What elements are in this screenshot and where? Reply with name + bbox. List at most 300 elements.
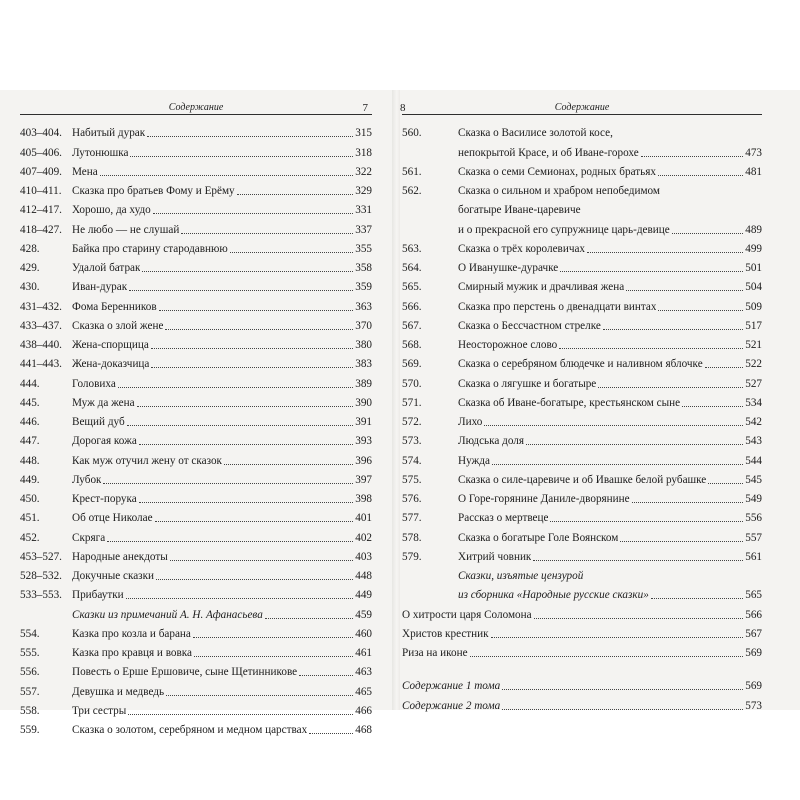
toc-entry[interactable] [402, 237, 762, 256]
entry-title: Сказка о лягушке и богатыре [458, 377, 597, 390]
entry-text [458, 474, 762, 487]
entry-text [72, 147, 372, 160]
entry-text [402, 680, 762, 693]
leader-dots [705, 367, 744, 368]
entry-title: Головиха [72, 377, 116, 390]
toc-entry[interactable] [20, 237, 372, 256]
entry-page: 337 [355, 223, 372, 236]
toc-entry[interactable] [402, 256, 762, 275]
entry-number: 448. [20, 454, 40, 467]
entry-number: 451. [20, 512, 40, 525]
leader-dots [130, 156, 353, 157]
toc-entry[interactable] [20, 622, 372, 641]
toc-entry[interactable] [402, 674, 762, 693]
right-page [402, 96, 762, 713]
entry-title: Удалой батрак [72, 262, 141, 274]
toc-entry[interactable] [20, 140, 372, 159]
toc-entry[interactable] [402, 333, 762, 352]
entry-number: 449. [20, 473, 40, 486]
entry-title: Сказка о злой жене [72, 319, 164, 332]
toc-entry[interactable] [402, 641, 762, 660]
entry-text [72, 204, 372, 217]
entry-text [72, 609, 372, 622]
entry-text [72, 185, 372, 198]
entry-page: 463 [355, 666, 372, 679]
entry-title: Муж да жена [72, 396, 135, 409]
entry-page: 534 [745, 396, 762, 409]
entry-title: и о прекрасной его супружнице царь-девице [458, 223, 670, 236]
entry-text [458, 570, 762, 583]
entry-number: 561. [402, 165, 422, 178]
entry-title: Набитый дурак [72, 127, 146, 140]
leader-dots [118, 387, 353, 388]
toc-entry[interactable] [402, 602, 762, 621]
entry-text [72, 589, 372, 602]
entry-page: 517 [745, 319, 762, 332]
toc-entry[interactable] [402, 352, 762, 371]
entry-title: Сказки из примечаний А. Н. Афанасьева [72, 608, 263, 621]
toc-entry[interactable] [20, 525, 372, 544]
toc-entry[interactable] [402, 622, 762, 641]
leader-dots [526, 444, 743, 445]
toc-entry[interactable] [20, 160, 372, 179]
entry-text [72, 358, 372, 371]
toc-entry[interactable] [20, 641, 372, 660]
leader-dots [309, 733, 353, 734]
book-gutter [392, 90, 400, 710]
leader-dots [193, 637, 353, 638]
entry-number: 565. [402, 281, 422, 294]
entry-page: 449 [355, 589, 372, 602]
entry-number: 428. [20, 242, 40, 255]
entry-page: 509 [745, 300, 762, 313]
entry-page: 398 [355, 493, 372, 505]
entry-text [458, 397, 762, 410]
entry-title: Как муж отучил жену от сказок [72, 454, 222, 467]
toc-entry[interactable] [402, 525, 762, 544]
entry-text [72, 166, 372, 179]
entry-number: 560. [402, 127, 422, 140]
entry-number: 418–427. [20, 223, 62, 236]
entry-text [458, 378, 762, 391]
toc-entry[interactable] [20, 545, 372, 564]
toc-entry[interactable] [402, 410, 762, 429]
toc-entry[interactable] [402, 217, 762, 236]
toc-entry[interactable] [20, 448, 372, 467]
entry-page: 460 [355, 627, 372, 640]
entry-number: 444. [20, 377, 40, 390]
entry-text [72, 301, 372, 314]
entry-text [458, 281, 762, 294]
entry-text [458, 551, 762, 564]
toc-entry[interactable] [20, 217, 372, 236]
leader-dots [502, 709, 743, 710]
entry-number: 528–532. [20, 570, 62, 582]
toc-entry[interactable] [402, 160, 762, 179]
leader-dots [155, 521, 354, 522]
leader-dots [107, 541, 353, 542]
entry-page: 566 [745, 608, 762, 621]
entry-title: О Горе-горянине Даниле-дворянине [458, 493, 630, 505]
toc-separator [402, 660, 762, 674]
entry-number: 568. [402, 339, 422, 351]
left-page [20, 96, 372, 737]
entry-page: 561 [745, 550, 762, 563]
toc-entry[interactable] [402, 371, 762, 390]
entry-text [402, 647, 762, 660]
toc-entry[interactable] [20, 506, 372, 525]
entry-text [72, 416, 372, 429]
leader-dots [534, 618, 744, 619]
entry-page: 549 [745, 493, 762, 505]
entry-title: Содержание 1 тома [402, 680, 501, 693]
leader-dots [484, 425, 743, 426]
entry-text [72, 686, 372, 699]
entry-page: 473 [745, 146, 762, 159]
toc-entry[interactable] [402, 564, 762, 583]
entry-number: 557. [20, 685, 40, 698]
leader-dots [708, 483, 743, 484]
toc-entry[interactable] [402, 506, 762, 525]
leader-dots [153, 213, 353, 214]
entry-text [458, 435, 762, 448]
entry-number: 410–411. [20, 185, 62, 197]
entry-number: 450. [20, 493, 40, 505]
toc-entry[interactable] [20, 121, 372, 140]
toc-entry[interactable] [20, 410, 372, 429]
toc-entry[interactable] [402, 275, 762, 294]
toc-entry[interactable] [20, 718, 372, 737]
entry-title: Лутонюшка [72, 146, 129, 159]
entry-title: Неосторожное слово [458, 339, 558, 351]
leader-dots [299, 675, 353, 676]
entry-title: Хитрий човник [458, 550, 532, 563]
entry-title: Лихо [458, 416, 483, 428]
entry-title: Смирный мужик и драчливая жена [458, 281, 625, 294]
entry-title: Хорошо, да худо [72, 204, 151, 217]
toc-entry[interactable] [20, 660, 372, 679]
entry-text [72, 493, 372, 506]
entry-title: Людська доля [458, 435, 525, 448]
entry-page: 569 [745, 647, 762, 659]
entry-title: Об отце Николае [72, 512, 153, 525]
entry-number: 446. [20, 416, 40, 428]
entry-page: 401 [355, 512, 372, 525]
toc-entry[interactable] [20, 198, 372, 217]
entry-text [458, 455, 762, 468]
toc-entry[interactable] [402, 429, 762, 448]
entry-page: 521 [745, 339, 762, 351]
entry-number: 453–527. [20, 550, 62, 563]
toc-entry[interactable] [402, 314, 762, 333]
entry-number: 405–406. [20, 146, 62, 159]
entry-page: 504 [745, 281, 762, 294]
entry-text [72, 339, 372, 352]
entry-text [72, 243, 372, 256]
leader-dots [165, 329, 353, 330]
entry-text [72, 224, 372, 237]
leader-dots [181, 233, 353, 234]
toc-entry[interactable] [20, 679, 372, 698]
entry-page: 448 [355, 570, 372, 582]
entry-page: 544 [745, 454, 762, 467]
toc-entry[interactable] [402, 391, 762, 410]
entry-title: Скряга [72, 531, 106, 544]
toc-entry[interactable] [20, 294, 372, 313]
leader-dots [142, 271, 353, 272]
entry-page: 557 [745, 531, 762, 544]
toc-entry[interactable] [402, 140, 762, 159]
toc-entry[interactable] [402, 179, 762, 198]
toc-entry[interactable] [20, 583, 372, 602]
entry-number: 407–409. [20, 165, 62, 178]
entry-title: Народные анекдоты [72, 550, 168, 563]
entry-title: Повесть о Ерше Ершовиче, сыне Щетинникове [72, 666, 298, 679]
entry-page: 390 [355, 396, 372, 409]
entry-text [72, 127, 372, 140]
header-title: Содержание [168, 102, 224, 113]
entry-title: Байка про старину стародавнюю [72, 242, 228, 255]
leader-dots [139, 444, 353, 445]
entry-page: 397 [355, 473, 372, 486]
toc-entry[interactable] [402, 583, 762, 602]
entry-title: Фома Беренников [72, 300, 157, 313]
toc-entry[interactable] [402, 545, 762, 564]
entry-number: 431–432. [20, 300, 62, 313]
entry-page: 331 [355, 204, 372, 217]
entry-page: 363 [355, 300, 372, 313]
entry-text [458, 147, 762, 160]
entry-text [458, 320, 762, 333]
entry-text [72, 532, 372, 545]
leader-dots [156, 579, 353, 580]
entry-number: 445. [20, 396, 40, 409]
entry-number: 559. [20, 724, 40, 736]
leader-dots [100, 175, 354, 176]
entry-page: 359 [355, 281, 372, 294]
entry-number: 572. [402, 416, 422, 428]
toc-entry[interactable] [20, 468, 372, 487]
leader-dots [159, 310, 354, 311]
entry-number: 533–553. [20, 589, 62, 602]
entry-text [72, 281, 372, 294]
entry-title: Прибаутки [72, 589, 124, 602]
entry-title: Сказка про братьев Фому и Ерёму [72, 185, 235, 197]
entry-number: 452. [20, 531, 40, 544]
entry-number: 447. [20, 435, 40, 448]
toc-entry[interactable] [20, 275, 372, 294]
entry-page: 527 [745, 377, 762, 390]
leader-dots [492, 464, 743, 465]
toc-entry[interactable] [20, 371, 372, 390]
entry-title: из сборника «Народные русские сказки» [458, 589, 649, 602]
entry-text [72, 474, 372, 487]
toc-entry[interactable] [20, 564, 372, 583]
entry-text [458, 532, 762, 545]
entry-page: 322 [355, 165, 372, 178]
entry-number: 576. [402, 493, 422, 505]
leader-dots [129, 290, 353, 291]
entry-title: Девушка и медведь [72, 685, 165, 698]
entry-text [458, 512, 762, 525]
running-header [20, 96, 372, 115]
entry-title: Сказка об Иване-богатыре, крестьянском сыне [458, 396, 681, 409]
entry-number: 558. [20, 704, 40, 717]
leader-dots [491, 637, 744, 638]
entry-title: Сказка о Бессчастном стрелке [458, 319, 601, 332]
entry-text [72, 397, 372, 410]
entry-text [72, 455, 372, 468]
leader-dots [139, 502, 353, 503]
entry-title: Сказка о трёх королевичах [458, 242, 586, 255]
entry-number: 575. [402, 473, 422, 486]
entry-title: Содержание 2 тома [402, 699, 501, 712]
page-number: 8 [400, 102, 406, 114]
entry-title: Вещий дуб [72, 416, 125, 428]
entry-page: 465 [355, 685, 372, 698]
entry-number: 441–443. [20, 358, 62, 371]
leader-dots [672, 233, 744, 234]
entry-text [458, 224, 762, 237]
toc-entry[interactable] [20, 429, 372, 448]
entry-text [458, 185, 762, 198]
entry-number: 430. [20, 281, 40, 294]
entry-page: 522 [745, 358, 762, 371]
toc-list [402, 121, 762, 713]
page-number: 7 [362, 102, 368, 114]
entry-page: 499 [745, 242, 762, 255]
toc-entry[interactable] [402, 294, 762, 313]
entry-title: Лубок [72, 473, 102, 486]
entry-text [72, 705, 372, 718]
entry-number: 567. [402, 319, 422, 332]
entry-title: Казка про козла и барана [72, 627, 191, 640]
entry-page: 329 [355, 185, 372, 197]
entry-number: 433–437. [20, 319, 62, 332]
entry-text [402, 628, 762, 641]
entry-number: 573. [402, 435, 422, 448]
entry-number: 412–417. [20, 204, 62, 217]
entry-title: Докучные сказки [72, 570, 155, 582]
entry-page: 468 [355, 724, 372, 736]
toc-entry[interactable] [402, 487, 762, 506]
toc-entry[interactable] [402, 468, 762, 487]
toc-entry[interactable] [20, 314, 372, 333]
entry-number: 562. [402, 185, 422, 197]
entry-page: 355 [355, 242, 372, 255]
toc-list [20, 121, 372, 737]
entry-page: 358 [355, 262, 372, 274]
entry-text [72, 320, 372, 333]
toc-entry[interactable] [20, 352, 372, 371]
leader-dots [502, 689, 743, 690]
entry-title: богатыре Иване-царевиче [458, 204, 581, 217]
leader-dots [658, 310, 743, 311]
leader-dots [194, 656, 353, 657]
leader-dots [224, 464, 353, 465]
toc-entry[interactable] [402, 198, 762, 217]
entry-number: 579. [402, 550, 422, 563]
entry-title: Мена [72, 165, 98, 178]
entry-title: Сказка о сильном и храбром непобедимом [458, 185, 661, 197]
entry-text [458, 127, 762, 140]
entry-title: Сказка о Василисе золотой косе, [458, 127, 613, 140]
entry-title: Сказки, изъятые цензурой [458, 570, 584, 582]
entry-page: 403 [355, 550, 372, 563]
entry-number: 578. [402, 531, 422, 544]
entry-number: 555. [20, 647, 40, 659]
leader-dots [533, 560, 743, 561]
entry-title: О Иванушке-дурачке [458, 262, 559, 274]
leader-dots [651, 598, 743, 599]
entry-text [72, 724, 372, 737]
toc-entry[interactable] [20, 602, 372, 621]
entry-number: 564. [402, 262, 422, 274]
leader-dots [151, 367, 353, 368]
entry-title: Жена-доказчица [72, 358, 150, 371]
entry-page: 318 [355, 146, 372, 159]
entry-page: 542 [745, 416, 762, 428]
entry-number: 577. [402, 512, 422, 525]
toc-entry[interactable] [402, 693, 762, 712]
entry-text [458, 339, 762, 352]
entry-page: 402 [355, 531, 372, 544]
entry-title: Иван-дурак [72, 281, 128, 294]
toc-entry[interactable] [402, 121, 762, 140]
entry-text [458, 204, 762, 217]
toc-entry[interactable] [20, 699, 372, 718]
entry-page: 383 [355, 358, 372, 371]
leader-dots [126, 598, 354, 599]
toc-entry[interactable] [20, 487, 372, 506]
toc-entry[interactable] [20, 179, 372, 198]
entry-page: 573 [745, 699, 762, 712]
entry-page: 389 [355, 377, 372, 390]
entry-page: 315 [355, 127, 372, 140]
entry-text [72, 628, 372, 641]
entry-page: 501 [745, 262, 762, 274]
entry-title: Христов крестник [402, 627, 489, 640]
entry-text [458, 589, 762, 602]
entry-page: 393 [355, 435, 372, 448]
header-title: Содержание [554, 102, 610, 113]
leader-dots [147, 136, 353, 137]
entry-page: 380 [355, 339, 372, 351]
entry-title: Риза на иконе [402, 647, 468, 659]
entry-text [72, 378, 372, 391]
leader-dots [559, 348, 743, 349]
leader-dots [151, 348, 353, 349]
entry-page: 391 [355, 416, 372, 428]
leader-dots [470, 656, 744, 657]
toc-entry[interactable] [20, 333, 372, 352]
entry-number: 429. [20, 262, 40, 274]
toc-entry[interactable] [20, 391, 372, 410]
entry-title: Не любо — не слушай [72, 223, 180, 236]
toc-entry[interactable] [402, 448, 762, 467]
leader-dots [658, 175, 743, 176]
entry-title: Сказка о богатыре Голе Воянском [458, 531, 619, 544]
toc-entry[interactable] [20, 256, 372, 275]
entry-page: 543 [745, 435, 762, 448]
leader-dots [166, 695, 353, 696]
entry-number: 574. [402, 454, 422, 467]
leader-dots [170, 560, 353, 561]
entry-title: Сказка о золотом, серебряном и медном царствах [72, 724, 308, 736]
entry-title: Сказка о силе-царевиче и об Ивашке белой рубашке [458, 473, 707, 486]
entry-page: 459 [355, 608, 372, 621]
entry-page: 489 [745, 223, 762, 236]
